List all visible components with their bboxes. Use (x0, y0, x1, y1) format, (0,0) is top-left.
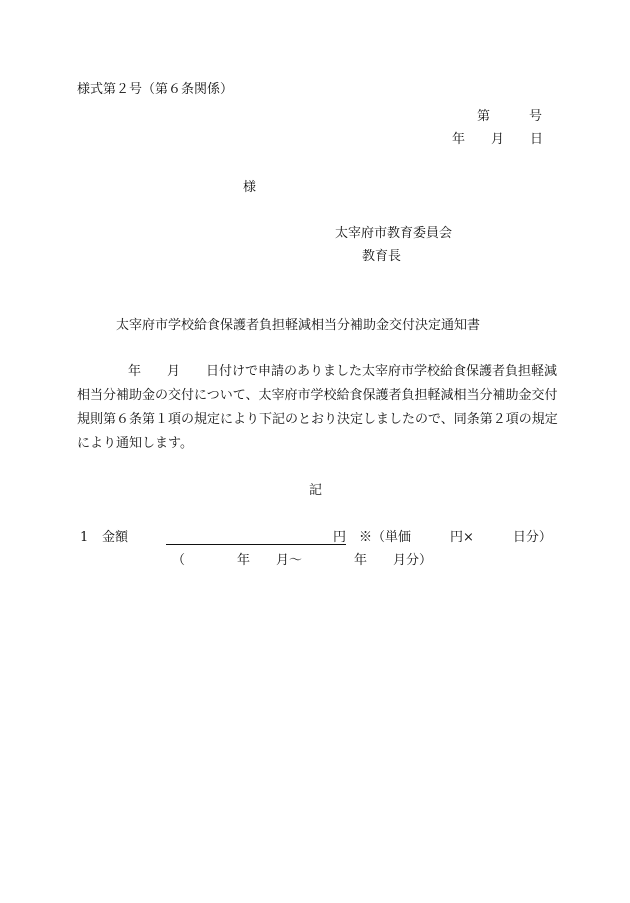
body-line: 規則第６条第１項の規定により下記のとおり決定しましたので、同条第２項の規定 (77, 412, 558, 427)
addressee-suffix: 様 (243, 180, 257, 195)
form-label: 様式第２号（第６条関係） (77, 82, 234, 97)
document-number: 第 号 (477, 109, 543, 124)
body-line: 相当分補助金の交付について、太宰府市学校給食保護者負担軽減相当分補助金交付 (77, 388, 558, 403)
body-line: により通知します。 (77, 436, 193, 451)
ki-heading: 記 (309, 483, 323, 498)
period: （ 年 月～ 年 月分） (172, 553, 433, 568)
amount-blank-line (166, 530, 346, 545)
yen-unit: 円 (333, 530, 347, 545)
amount-breakdown: ※（単価 円× 日分） (359, 530, 552, 545)
issue-date: 年 月 日 (452, 132, 544, 147)
item-number: 1 (80, 530, 89, 545)
document-title: 太宰府市学校給食保護者負担軽減相当分補助金交付決定通知書 (116, 318, 481, 333)
item-label: 金額 (102, 530, 129, 545)
issuer-title: 教育長 (362, 249, 402, 264)
issuer-organization: 太宰府市教育委員会 (335, 226, 453, 241)
body-line: 年 月 日付けで申請のありました太宰府市学校給食保護者負担軽減 (128, 364, 558, 379)
